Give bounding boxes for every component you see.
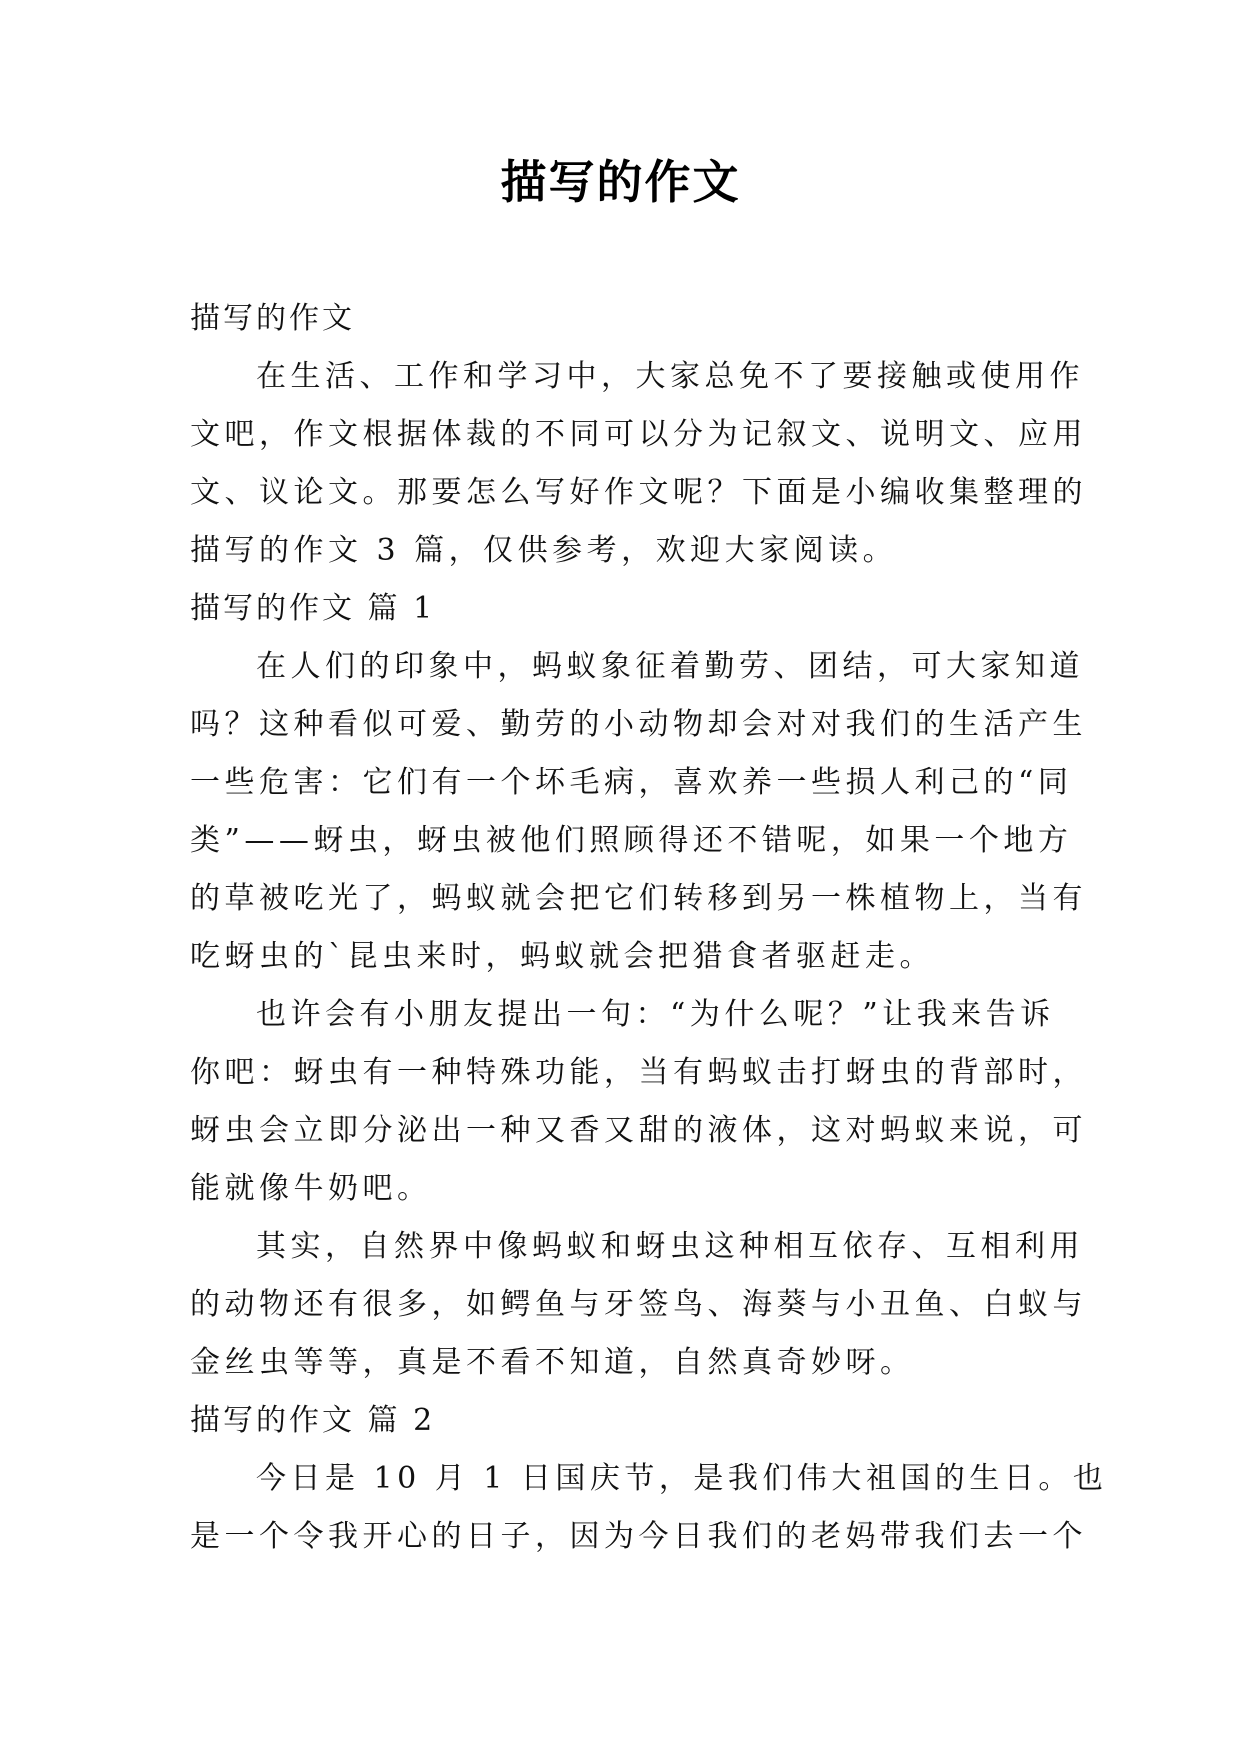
intro-paragraph-line: 文、议论文。那要怎么写好作文呢？下面是小编收集整理的 <box>190 475 1087 510</box>
document-title: 描写的作文 <box>500 155 741 209</box>
essay-1-paragraph-line: 的草被吃光了，蚂蚁就会把它们转移到另一株植物上，当有 <box>190 881 1087 916</box>
document-body <box>190 290 1108 1566</box>
essay-1-paragraph-line: 其实，自然界中像蚂蚁和蚜虫这种相互依存、互相利用 <box>256 1229 1084 1264</box>
essay-1-paragraph-line: 能就像牛奶吧。 <box>190 1171 432 1206</box>
essay-1-heading: 描写的作文 篇 1 <box>190 591 436 626</box>
essay-1-paragraph-line: 在人们的印象中，蚂蚁象征着勤劳、团结，可大家知道 <box>256 649 1084 684</box>
essay-1-paragraph-line: 你吧：蚜虫有一种特殊功能，当有蚂蚁击打蚜虫的背部时， <box>190 1055 1087 1090</box>
essay-2-paragraph-line: 是一个令我开心的日子，因为今日我们的老妈带我们去一个 <box>190 1519 1087 1554</box>
essay-1-paragraph-line: 也许会有小朋友提出一句：“为什么呢？”让我来告诉 <box>256 997 1055 1032</box>
intro-paragraph-line: 在生活、工作和学习中，大家总免不了要接触或使用作 <box>256 359 1084 394</box>
essay-2-heading: 描写的作文 篇 2 <box>190 1403 436 1438</box>
essay-1-paragraph-line: 金丝虫等等，真是不看不知道，自然真奇妙呀。 <box>190 1345 915 1380</box>
essay-2-paragraph-line: 今日是 10 月 1 日国庆节，是我们伟大祖国的生日。也 <box>256 1461 1108 1496</box>
essay-1-paragraph-line: 一些危害：它们有一个坏毛病，喜欢养一些损人利己的“同 <box>190 765 1073 800</box>
essay-1-paragraph-line: 吃蚜虫的`昆虫来时，蚂蚁就会把猎食者驱赶走。 <box>190 939 934 974</box>
essay-1-paragraph-line: 类”——蚜虫，蚜虫被他们照顾得还不错呢，如果一个地方 <box>190 823 1073 858</box>
essay-1-paragraph-line: 吗？这种看似可爱、勤劳的小动物却会对对我们的生活产生 <box>190 707 1087 742</box>
intro-heading: 描写的作文 <box>190 301 355 336</box>
essay-1-paragraph-line: 的动物还有很多，如鳄鱼与牙签鸟、海葵与小丑鱼、白蚁与 <box>190 1287 1087 1322</box>
essay-1-paragraph-line: 蚜虫会立即分泌出一种又香又甜的液体，这对蚂蚁来说，可 <box>190 1113 1087 1148</box>
intro-paragraph-line: 描写的作文 3 篇，仅供参考，欢迎大家阅读。 <box>190 533 898 568</box>
intro-paragraph-line: 文吧，作文根据体裁的不同可以分为记叙文、说明文、应用 <box>190 417 1087 452</box>
